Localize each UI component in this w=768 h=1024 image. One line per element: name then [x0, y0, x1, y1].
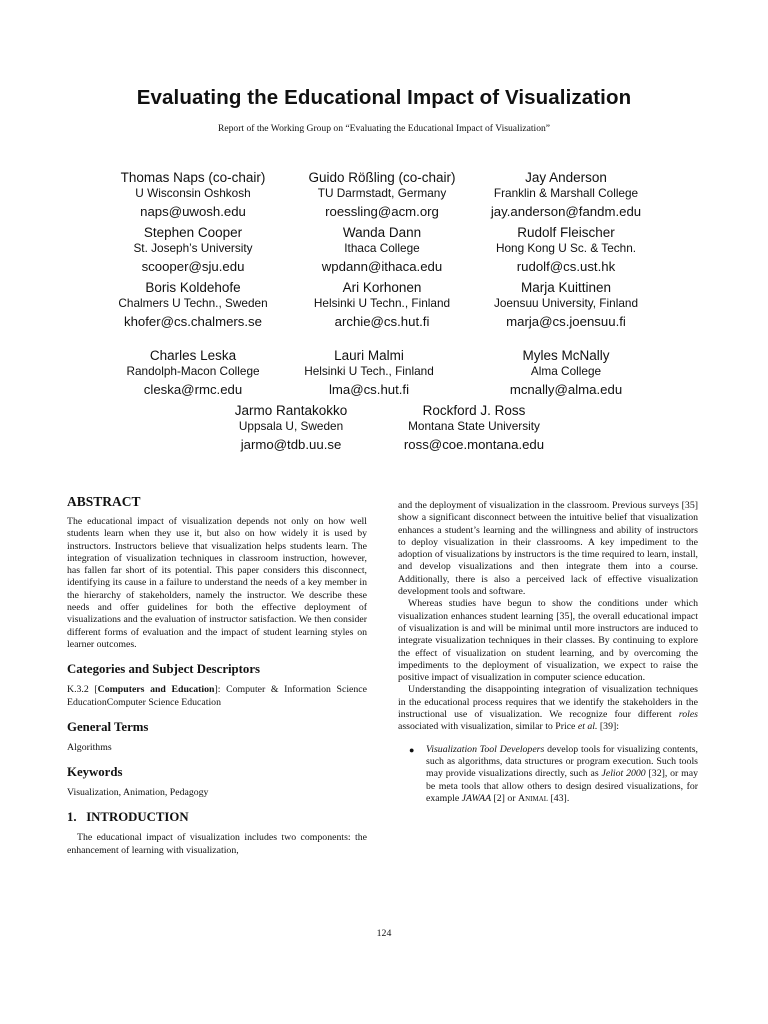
paper-title: Evaluating the Educational Impact of Visualization [136, 86, 632, 109]
author-email: naps@uwosh.edu [140, 204, 246, 219]
general-terms-heading: General Terms [67, 719, 149, 734]
introduction-heading: 1. INTRODUCTION [67, 810, 189, 825]
author-email: ross@coe.montana.edu [403, 437, 545, 452]
author-affiliation: Joensuu University, Finland [493, 296, 639, 310]
paper-subtitle: Report of the Working Group on “Evaluating the Educational Impact of Visualization” [217, 123, 551, 134]
categories-text: K.3.2 [Computers and Education]: Computer & Information Science EducationComputer Science Education [67, 684, 368, 708]
author-affiliation: Randolph-Macon College [126, 364, 260, 378]
author-affiliation: Franklin & Marshall College [493, 186, 639, 200]
author-affiliation: Ithaca College [344, 241, 420, 255]
author-affiliation: TU Darmstadt, Germany [317, 186, 447, 200]
author-name: Lauri Malmi [334, 348, 404, 363]
author-email: cleska@rmc.edu [143, 382, 243, 397]
author-affiliation: Hong Kong U Sc. & Techn. [495, 241, 637, 255]
page-number: 124 [376, 928, 392, 939]
bullet-icon: ● [409, 744, 415, 755]
list-item: ● Visualization Tool Developers develop tools for visualizing contents, such as algorithms, data structures or program execution. Such tools may provide visualizations directly, such as Jeliot 2000 [32], or may be meta tools that allow others to design desired visualizations, for example JAWAA [2] or Animal [43]. [409, 743, 699, 804]
author-name: Boris Koldehofe [145, 280, 241, 295]
body-paragraph: Understanding the disappointing integration of visualization techniques in the educational process requires that we identify the stakeholders in the instructional use of visualization. We recognize four different roles associated with visualization, similar to Price et al. [39]: [398, 684, 698, 733]
author-affiliation: Helsinki U Tech., Finland [304, 364, 434, 378]
author-affiliation: Alma College [530, 364, 602, 378]
abstract-heading: ABSTRACT [67, 494, 141, 509]
author-email: archie@cs.hut.fi [334, 314, 430, 329]
author-email: mcnally@alma.edu [509, 382, 623, 397]
author-name: Stephen Cooper [143, 225, 243, 240]
author-name: Wanda Dann [342, 225, 422, 240]
author-email: roessling@acm.org [325, 204, 439, 219]
keywords-text: Visualization, Animation, Pedagogy [67, 787, 209, 799]
author-email: khofer@cs.chalmers.se [124, 314, 262, 329]
author-affiliation: St. Joseph’s University [133, 241, 253, 255]
author-email: lma@cs.hut.fi [328, 382, 410, 397]
author-block [359, 403, 589, 453]
body-paragraph: and the deployment of visualization in the classroom. Previous surveys [35] show a significant disconnect between the intuitive belief that visualization enhances a student’s learning and the willingness and ability of instructors to deploy visualization in their classrooms. A key impediment to the adoption of visualizations by instructors is the time required to learn, install, and develop visualizations and then integrate them into a course. Additionally, there is also a perceived lack of effective visualization development tools and software. [398, 500, 698, 598]
author-email: wpdann@ithaca.edu [321, 259, 443, 274]
author-name: Charles Leska [149, 348, 237, 363]
author-name: Ari Korhonen [342, 280, 422, 295]
introduction-text: The educational impact of visualization includes two components: the enhancement of learning with visualization, [67, 832, 367, 856]
categories-heading: Categories and Subject Descriptors [67, 662, 260, 677]
author-name: Thomas Naps (co-chair) [120, 170, 266, 185]
author-affiliation: Uppsala U, Sweden [238, 419, 344, 433]
author-name: Jarmo Rantakokko [234, 403, 348, 418]
author-email: marja@cs.joensuu.fi [506, 314, 626, 329]
author-name: Rudolf Fleischer [517, 225, 615, 240]
general-terms-text: Algorithms [67, 741, 112, 753]
right-column [398, 500, 698, 805]
author-email: jarmo@tdb.uu.se [240, 437, 342, 452]
author-affiliation: Helsinki U Techn., Finland [313, 296, 451, 310]
author-affiliation: Chalmers U Techn., Sweden [118, 296, 268, 310]
author-affiliation: U Wisconsin Oshkosh [135, 186, 251, 200]
author-name: Rockford J. Ross [422, 403, 526, 418]
abstract-text: The educational impact of visualization depends not only on how well students learn when they use it, but also on how widely it is used by instructors. Instructors believe that visualization helps students learn. The integration of visualization techniques in classroom instruction, however, has fallen far short of its potential. This paper considers this disconnect, identifying its cause in a failure to understand the needs of a key member in the hierarchy of stakeholders, namely the instructor. We describe these needs and offer guidelines for both the effective deployment of visualizations and the evaluation of instructor satisfaction. We then consider different forms of evaluation and the impact of student learning styles on learner outcomes. [67, 516, 367, 650]
author-name: Myles McNally [522, 348, 610, 363]
left-column [67, 494, 367, 857]
author-email: jay.anderson@fandm.edu [490, 204, 642, 219]
author-block [451, 348, 681, 398]
author-email: scooper@sju.edu [141, 259, 245, 274]
author-name: Guido Rößling (co-chair) [308, 170, 456, 185]
author-name: Marja Kuittinen [520, 280, 612, 295]
body-paragraph: Whereas studies have begun to show the conditions under which visualization enhances student learning [35], the overall educational impact of visualization is and will be minimal until more instructors are induced to integrate visualization techniques in their classes. By continuing to explore the effect of visualization on student learning, and by overcoming the impediments to the deployment of visualization, we expect to raise the positive impact of visualization in computer science education. [398, 598, 698, 684]
author-affiliation: Montana State University [408, 419, 540, 433]
author-email: rudolf@cs.ust.hk [516, 259, 616, 274]
author-block [451, 280, 681, 330]
author-name: Jay Anderson [525, 170, 607, 185]
author-block [254, 348, 484, 398]
keywords-heading: Keywords [67, 765, 123, 780]
author-block [451, 170, 681, 220]
author-block [451, 225, 681, 275]
